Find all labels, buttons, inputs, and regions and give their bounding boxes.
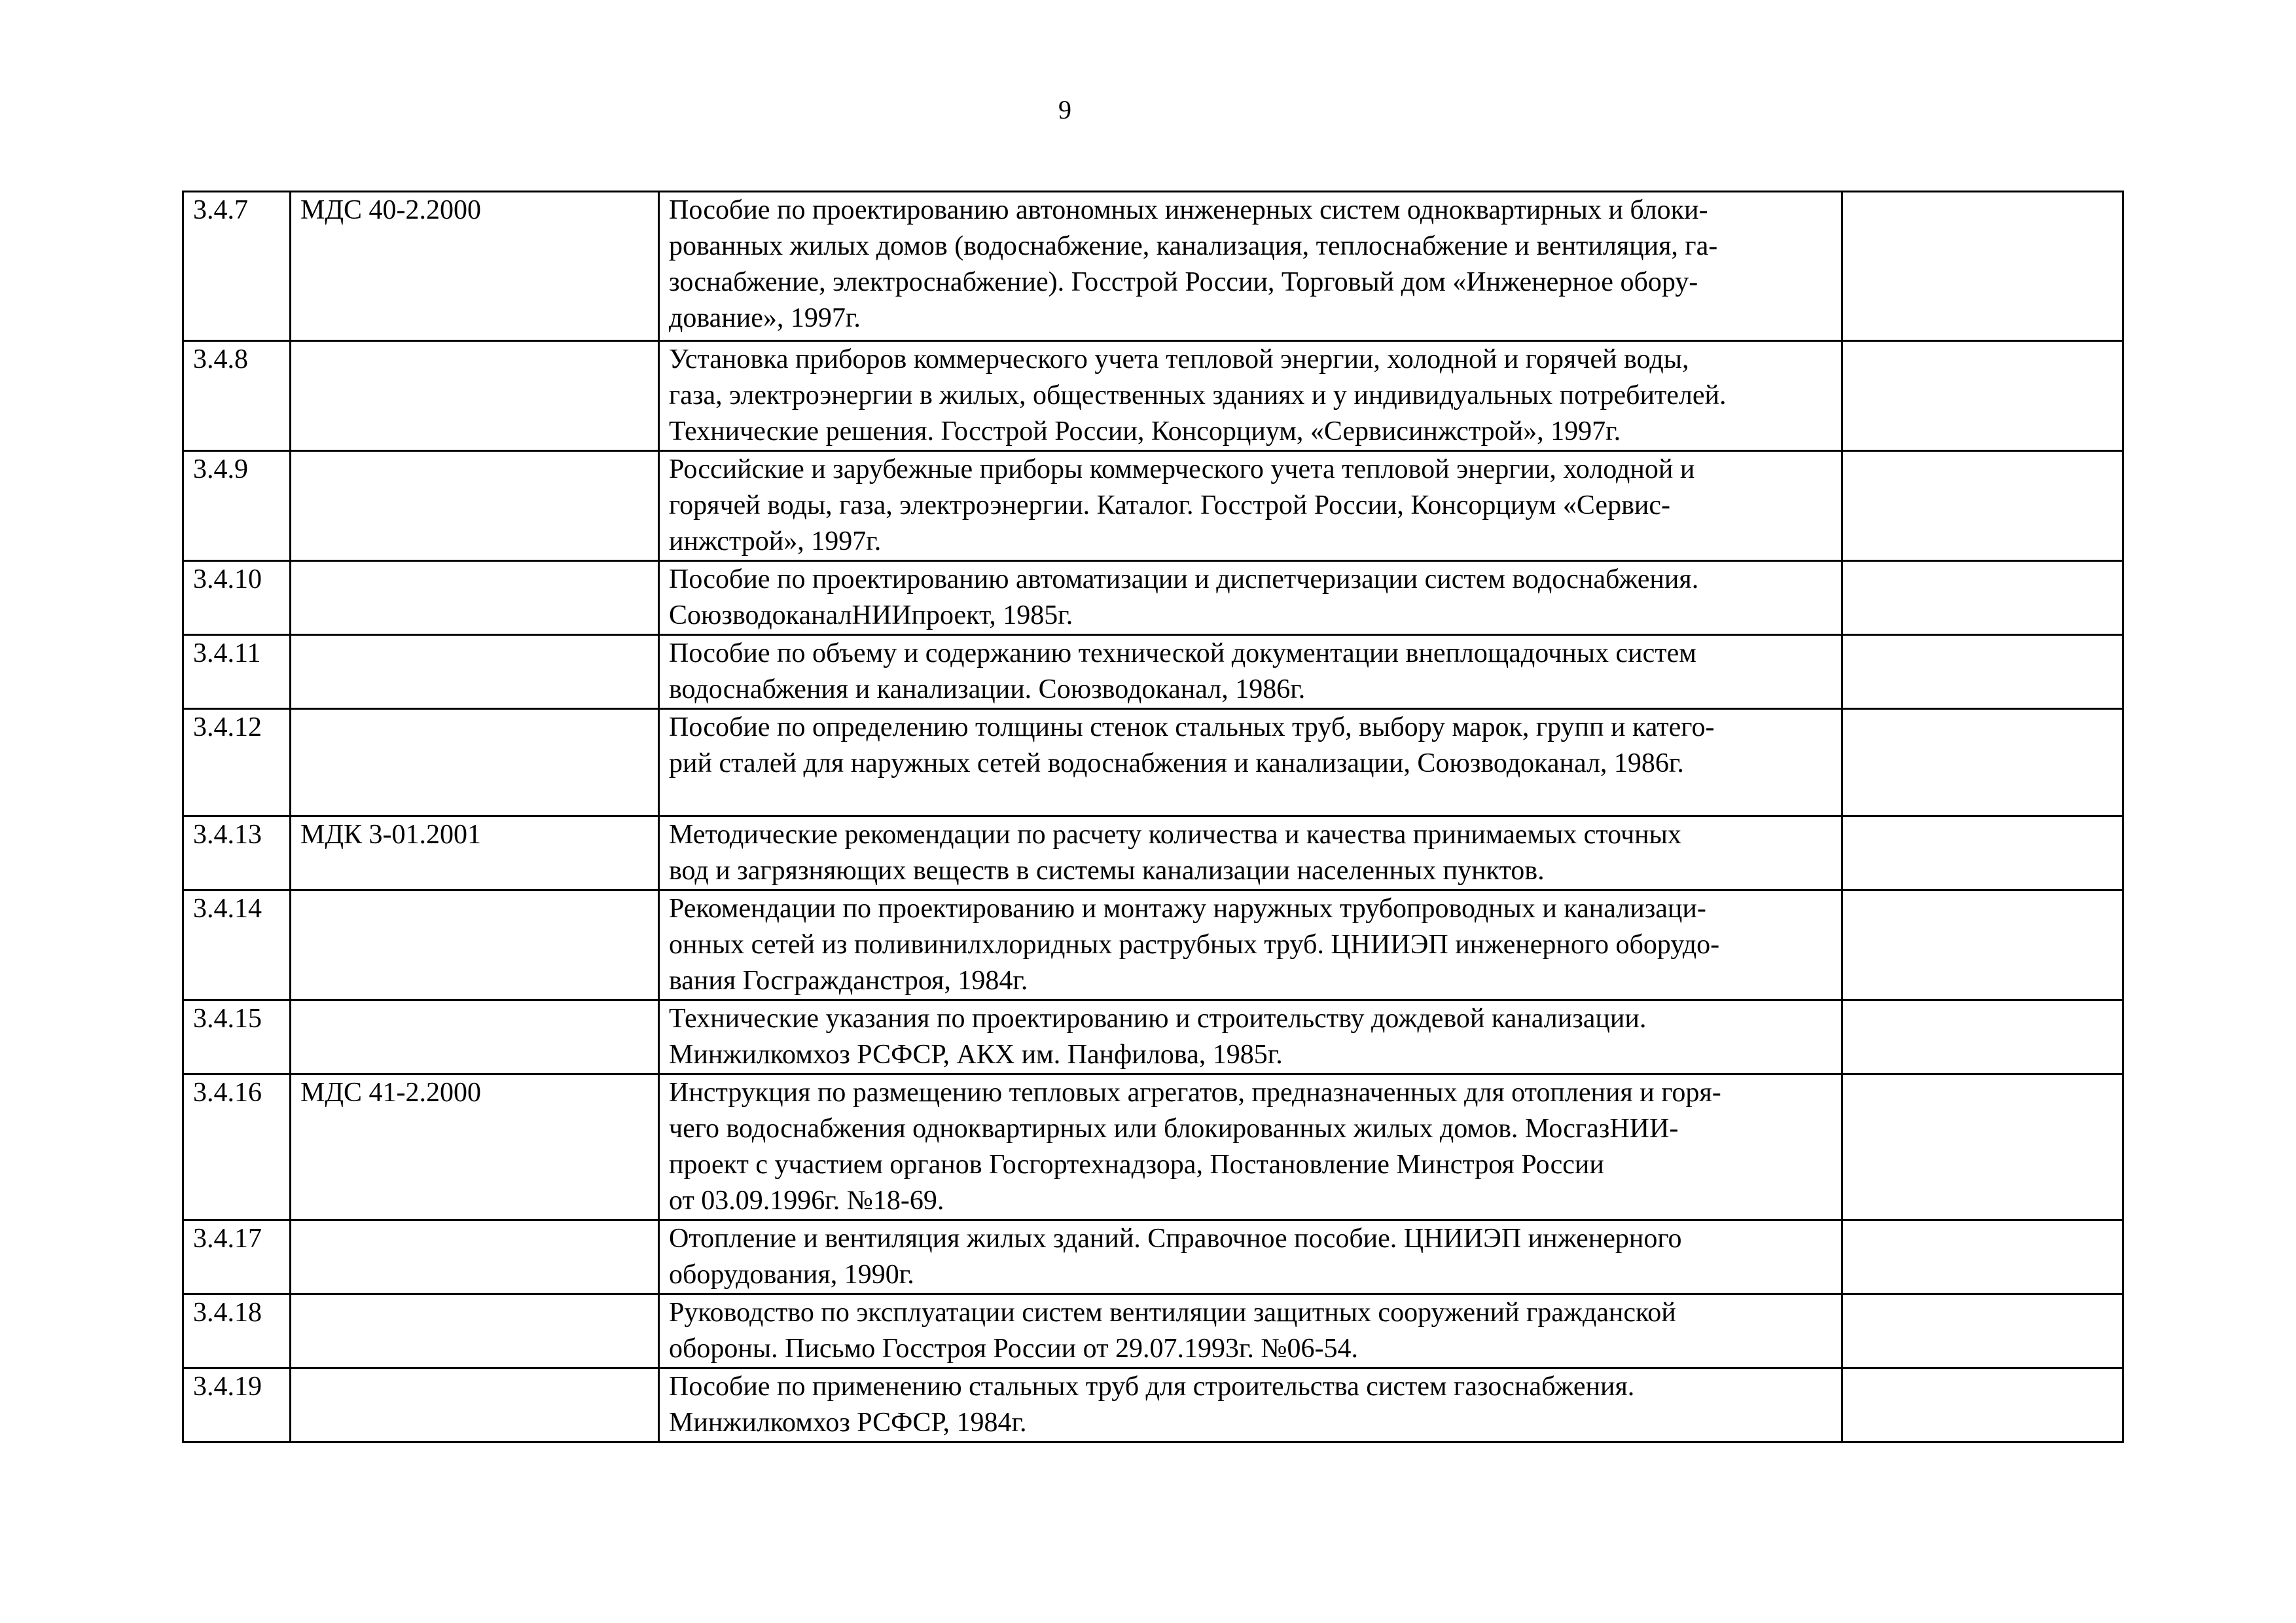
description-line: инжстрой», 1997г. (669, 526, 882, 556)
row-number: 3.4.7 (183, 192, 291, 341)
description-line: Технические указания по проектированию и строительству дождевой канализации. (669, 1004, 1647, 1034)
extra-cell (1842, 451, 2123, 561)
description-line: газа, электроэнергии в жилых, общественных зданиях и у индивидуальных потребителей. (669, 380, 1727, 410)
table-row (183, 192, 2123, 341)
document-code (291, 1000, 659, 1074)
document-code: МДС 41-2.2000 (291, 1074, 659, 1220)
description-line: обороны. Письмо Госстроя России от 29.07.1993г. №06-54. (669, 1334, 1358, 1364)
extra-cell (1842, 1000, 2123, 1074)
document-description (659, 451, 1842, 561)
extra-cell (1842, 635, 2123, 709)
table-row (183, 341, 2123, 451)
description-line: оборудования, 1990г. (669, 1260, 914, 1290)
table-row (183, 709, 2123, 816)
document-description (659, 1220, 1842, 1294)
row-number: 3.4.11 (183, 635, 291, 709)
document-code (291, 1368, 659, 1442)
description-line: онных сетей из поливинилхлоридных раструбных труб. ЦНИИЭП инженерного оборудо- (669, 930, 1720, 960)
table-row (183, 1220, 2123, 1294)
description-line: от 03.09.1996г. №18-69. (669, 1186, 944, 1216)
document-code: МДС 40-2.2000 (291, 192, 659, 341)
description-line: Минжилкомхоз РСФСР, 1984г. (669, 1408, 1027, 1438)
description-line: Российские и зарубежные приборы коммерческого учета тепловой энергии, холодной и (669, 454, 1695, 484)
row-number: 3.4.9 (183, 451, 291, 561)
description-line: Руководство по эксплуатации систем вентиляции защитных сооружений гражданской (669, 1298, 1676, 1328)
document-code (291, 451, 659, 561)
description-line: Установка приборов коммерческого учета тепловой энергии, холодной и горячей воды, (669, 344, 1689, 374)
row-number: 3.4.16 (183, 1074, 291, 1220)
document-description (659, 890, 1842, 1000)
row-number: 3.4.8 (183, 341, 291, 451)
description-line: Пособие по проектированию автоматизации и диспетчеризации систем водоснабжения. (669, 564, 1699, 594)
description-line: зоснабжение, электроснабжение). Госстрой России, Торговый дом «Инженерное обору- (669, 267, 1698, 297)
document-description (659, 635, 1842, 709)
document-code (291, 635, 659, 709)
extra-cell (1842, 816, 2123, 890)
document-description (659, 1368, 1842, 1442)
document-description (659, 709, 1842, 816)
document-code (291, 709, 659, 816)
row-number: 3.4.10 (183, 561, 291, 635)
description-line: Отопление и вентиляция жилых зданий. Справочное пособие. ЦНИИЭП инженерного (669, 1224, 1682, 1254)
document-code (291, 890, 659, 1000)
document-description (659, 561, 1842, 635)
document-code (291, 561, 659, 635)
description-line: рий сталей для наружных сетей водоснабжения и канализации, Союзводоканал, 1986г. (669, 748, 1684, 778)
table-row (183, 1000, 2123, 1074)
document-description (659, 1000, 1842, 1074)
row-number: 3.4.12 (183, 709, 291, 816)
table-row (183, 1368, 2123, 1442)
description-line: водоснабжения и канализации. Союзводоканал, 1986г. (669, 674, 1306, 704)
description-line: Методические рекомендации по расчету количества и качества принимаемых сточных (669, 820, 1681, 850)
row-number: 3.4.18 (183, 1294, 291, 1368)
row-number: 3.4.13 (183, 816, 291, 890)
document-code (291, 341, 659, 451)
table-row (183, 451, 2123, 561)
extra-cell (1842, 1368, 2123, 1442)
extra-cell (1842, 561, 2123, 635)
extra-cell (1842, 709, 2123, 816)
description-line: Инструкция по размещению тепловых агрегатов, предназначенных для отопления и горя- (669, 1078, 1721, 1108)
description-line: Минжилкомхоз РСФСР, АКХ им. Панфилова, 1985г. (669, 1040, 1283, 1070)
document-code (291, 1220, 659, 1294)
description-line: вания Госгражданстроя, 1984г. (669, 966, 1028, 996)
extra-cell (1842, 1220, 2123, 1294)
document-table (182, 191, 2124, 1443)
extra-cell (1842, 341, 2123, 451)
table-row (183, 890, 2123, 1000)
table-row (183, 561, 2123, 635)
table-row (183, 816, 2123, 890)
document-description (659, 816, 1842, 890)
description-line: Рекомендации по проектированию и монтажу наружных трубопроводных и канализаци- (669, 894, 1706, 924)
description-line: Пособие по определению толщины стенок стальных труб, выбору марок, групп и катего- (669, 712, 1715, 742)
description-line: Пособие по применению стальных труб для строительства систем газоснабжения. (669, 1372, 1635, 1402)
document-description (659, 1294, 1842, 1368)
table-row (183, 1074, 2123, 1220)
extra-cell (1842, 890, 2123, 1000)
document-description (659, 341, 1842, 451)
description-line: Пособие по проектированию автономных инженерных систем одноквартирных и блоки- (669, 195, 1708, 225)
description-line: дование», 1997г. (669, 303, 861, 333)
row-number: 3.4.19 (183, 1368, 291, 1442)
description-line: чего водоснабжения одноквартирных или блокированных жилых домов. МосгазНИИ- (669, 1114, 1679, 1144)
description-line: горячей воды, газа, электроэнергии. Каталог. Госстрой России, Консорциум «Сервис- (669, 490, 1671, 520)
description-line: Пособие по объему и содержанию технической документации внеплощадочных систем (669, 638, 1696, 668)
extra-cell (1842, 1294, 2123, 1368)
row-number: 3.4.17 (183, 1220, 291, 1294)
description-line: вод и загрязняющих веществ в системы канализации населенных пунктов. (669, 856, 1545, 886)
description-line: проект с участием органов Госгортехнадзора, Постановление Минстроя России (669, 1150, 1604, 1180)
row-number: 3.4.15 (183, 1000, 291, 1074)
document-description (659, 1074, 1842, 1220)
page-number: 9 (1058, 95, 1071, 124)
extra-cell (1842, 1074, 2123, 1220)
document-code (291, 1294, 659, 1368)
description-line: СоюзводоканалНИИпроект, 1985г. (669, 600, 1073, 630)
document-code: МДК 3-01.2001 (291, 816, 659, 890)
description-line: рованных жилых домов (водоснабжение, канализация, теплоснабжение и вентиляция, га- (669, 231, 1718, 261)
extra-cell (1842, 192, 2123, 341)
row-number: 3.4.14 (183, 890, 291, 1000)
table-row (183, 1294, 2123, 1368)
document-description (659, 192, 1842, 341)
description-line: Технические решения. Госстрой России, Консорциум, «Сервисинжстрой», 1997г. (669, 416, 1621, 447)
table-row (183, 635, 2123, 709)
